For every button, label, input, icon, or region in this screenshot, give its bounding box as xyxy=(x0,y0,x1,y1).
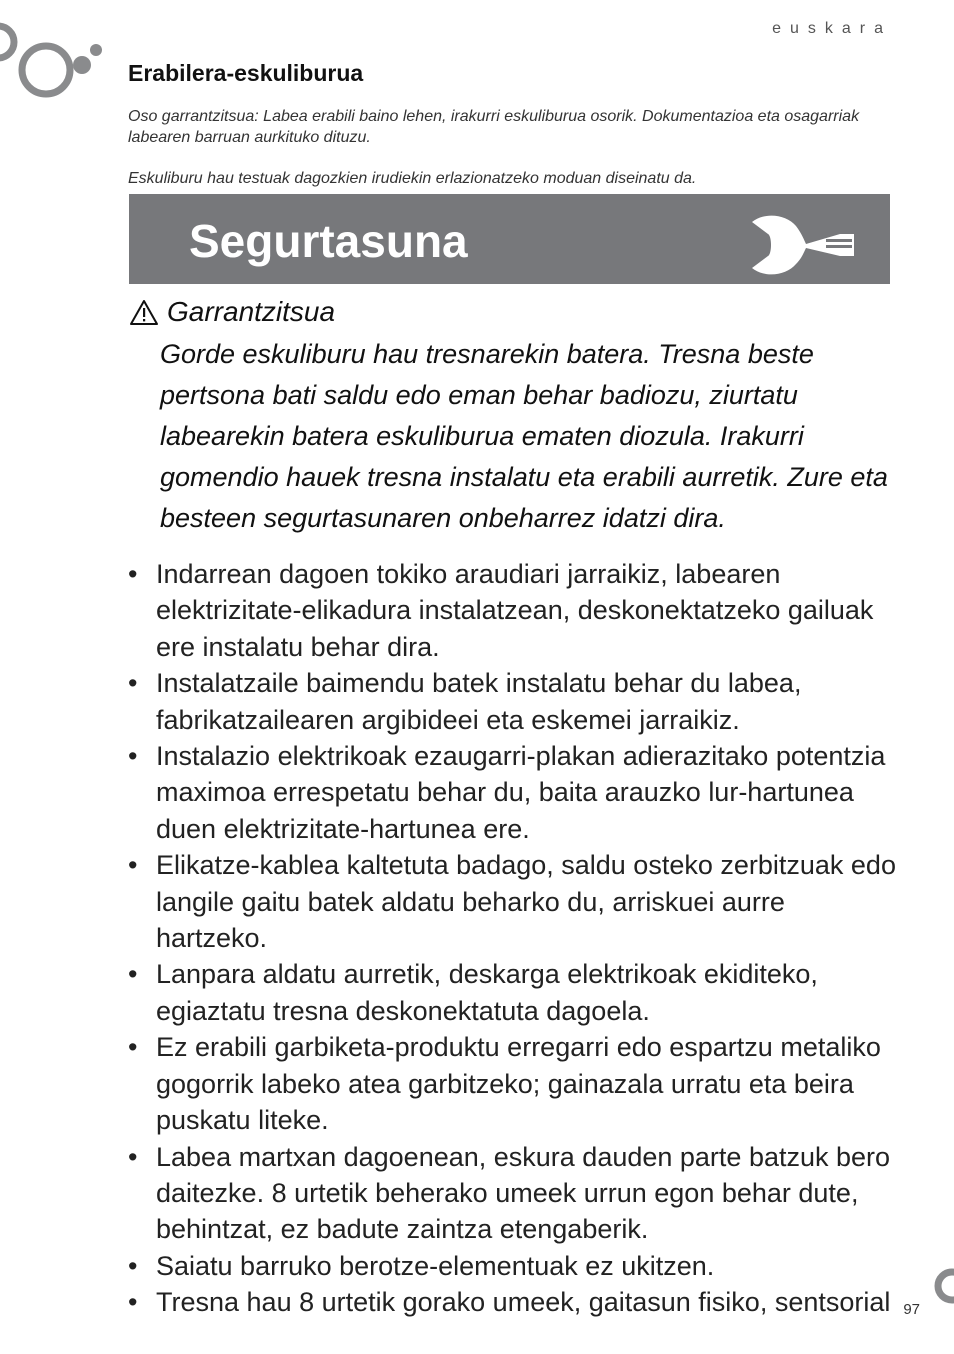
intro-important-note: Oso garrantzitsua: Labea erabili baino lehen, irakurri eskuliburua osorik. Dokumentazioa eta osagarriak labearen barruan aurkituko dituzu. xyxy=(128,108,860,146)
intro-design-note: Eskuliburu hau testuak dagozkien irudiekin erlazionatzeko moduan diseinatu da. xyxy=(128,170,697,187)
section-title: Segurtasuna xyxy=(189,215,468,267)
warning-heading xyxy=(129,296,335,328)
list-item: • Elikatze-kablea kaltetuta badago, saldu osteko zerbitzuak edo langile gaitu batek aldatu beharko du, arriskuei aurre hartzeko. xyxy=(128,847,898,956)
wrench-icon xyxy=(750,212,862,278)
section-banner xyxy=(129,194,890,284)
list-item: • Instalatzaile baimendu batek instalatu behar du labea, fabrikatzailearen argibideei eta eskemei jarraikiz. xyxy=(128,665,898,738)
list-item: • Ez erabili garbiketa-produktu erregarri edo espartzu metaliko gogorrik labeko atea garbitzeko; gainazala urratu eta beira puskatu liteke. xyxy=(128,1029,898,1138)
list-item: • Instalazio elektrikoak ezaugarri-plakan adierazitako potentzia maximoa errespetatu behar du, baita arauzko lur-hartunea duen elektrizitate-hartunea ere. xyxy=(128,738,898,847)
document-title: Erabilera-eskuliburua xyxy=(128,60,364,86)
list-item: • Lanpara aldatu aurretik, deskarga elektrikoak ekiditeko, egiaztatu tresna deskonektatuta dagoela. xyxy=(128,956,898,1029)
safety-bullet-list xyxy=(128,556,898,1321)
list-item: • Indarrean dagoen tokiko araudiari jarraikiz, labearen elektrizitate-elikadura instalatzean, deskonektatzeko gailuak ere instalatu behar dira. xyxy=(128,556,898,665)
language-label: euskara xyxy=(772,20,892,37)
page-number: 97 xyxy=(903,1301,920,1318)
brand-circles-icon xyxy=(0,22,106,104)
warning-triangle-icon xyxy=(129,299,159,326)
warning-body: Gorde eskuliburu hau tresnarekin batera. Tresna beste pertsona bati saldu edo eman behar badiozu, ziurtatu labearekin batera eskuliburua ematen diozula. Irakurri gomendio hauek tresna instalatu eta erabili aurretik. Zure eta besteen segurtasunaren onbeharrez idatzi dira. xyxy=(160,339,888,533)
list-item: • Labea martxan dagoenean, eskura dauden parte batzuk bero daitezke. 8 urtetik beherako umeek urrun egon behar dute, behintzat, ez badute zaintza etengaberik. xyxy=(128,1139,898,1248)
list-item: • Tresna hau 8 urtetik gorako umeek, gaitasun fisiko, sentsorial xyxy=(128,1284,898,1320)
brand-ring-icon xyxy=(924,1266,954,1306)
list-item: • Saiatu barruko berotze-elementuak ez ukitzen. xyxy=(128,1248,898,1284)
warning-heading-text: Garrantzitsua xyxy=(167,296,336,327)
